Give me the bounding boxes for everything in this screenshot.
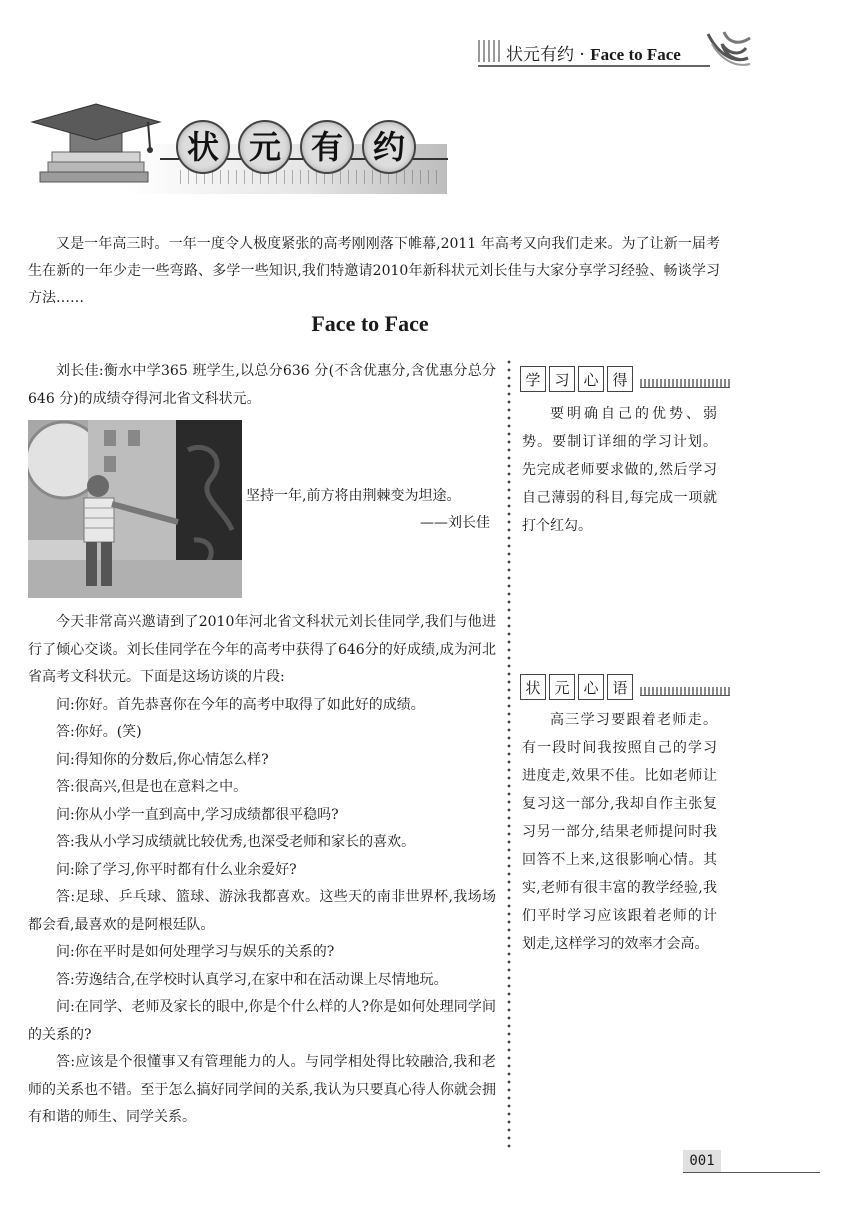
heading-char: 得 [607,366,633,392]
interview-paragraph: 答:很高兴,但是也在意料之中。 [56,779,248,795]
heading-char: 学 [520,366,546,392]
quote-text: 坚持一年,前方将由荆棘变为坦途。 [246,488,461,504]
profile-paragraph: 刘长佳:衡水中学365 班学生,以总分636 分(不含优惠分,含优惠分总分646 分)的成绩夺得河北省文科状元。 [28,363,496,407]
sidebar-heading-study-tips [520,366,730,392]
banner-title [176,120,416,174]
header-title-cn: 状元有约 [506,45,574,65]
heading-char: 心 [578,366,604,392]
interview-paragraph: 问:你好。首先恭喜你在今年的高考中取得了如此好的成绩。 [56,696,425,713]
header-rule [478,65,710,67]
interview-paragraph: 今天非常高兴邀请到了2010年河北省文科状元刘长佳同学,我们与他进行了倾心交谈。刘长佳同学在今年的高考中获得了646分的好成绩,成为河北省高考文科状元。下面是这场访谈的片段: [28,614,496,685]
heading-underline [640,379,730,388]
intro-paragraph: 又是一年高三时。一年一度令人极度紧张的高考刚刚落下帷幕,2011 年高考又向我们走来。为了让新一届考生在新的一年少走一些弯路、多学一些知识,我们特邀请2010年新科状元刘长佳与大家分享学习经验、畅谈学习方法…… [28,236,720,306]
running-header [478,36,763,68]
banner-char: 元 [238,120,292,174]
section-banner [30,100,450,200]
sidebar-heading-champion-words [520,674,730,700]
interview-paragraph: 问:你从小学一直到高中,学习成绩都很平稳吗? [56,806,339,823]
quote-author: ——刘长佳 [420,515,490,531]
student-photo [28,420,242,598]
interview-paragraph: 答:应该是个很懂事又有管理能力的人。与同学相处得比较融洽,我和老师的关系也不错。至于怎么搞好同学间的关系,我认为只要真心待人你就会拥有和谐的师生、同学关系。 [28,1054,496,1125]
heading-char: 心 [578,674,604,700]
sidebar-text-champion-words: 高三学习要跟着老师走。有一段时间我按照自己的学习进度走,效果不佳。比如老师让复习这一部分,我却自作主张复习另一部分,结果老师提问时我回答不上来,这很影响心情。其实,老师有很丰富的教学经验,我们平时学习应该跟着老师的计划走,这样学习的效率才会高。 [522,712,717,952]
banner-char: 状 [176,120,230,174]
heading-char: 元 [549,674,575,700]
heading-char: 状 [520,674,546,700]
heading-char: 语 [607,674,633,700]
page-number: 001 [683,1150,721,1172]
column-divider [507,358,511,1148]
interview-paragraph: 答:足球、乒乓球、篮球、游泳我都喜欢。这些天的南非世界杯,我场场都会看,最喜欢的是阿根廷队。 [28,889,496,933]
interview-paragraph: 答:我从小学习成绩就比较优秀,也深受老师和家长的喜欢。 [56,834,416,850]
heading-char: 习 [549,366,575,392]
interview-paragraph: 答:你好。(笑) [56,724,142,740]
profile-block [28,358,496,413]
interview-body [28,609,496,1132]
banner-char: 有 [300,120,354,174]
interview-paragraph: 问:在同学、老师及家长的眼中,你是个什么样的人?你是如何处理同学间的关系的? [28,999,496,1043]
interview-paragraph: 问:你在平时是如何处理学习与娱乐的关系的? [56,944,335,960]
sidebar-text-study-tips: 要明确自己的优势、弱势。要制订详细的学习计划。先完成老师要求做的,然后学习自己薄弱的科目,每完成一项就打个红勾。 [522,406,717,534]
header-separator: · [579,45,585,65]
running-header-title [506,40,681,65]
graduation-cap-icon [30,100,165,190]
interview-paragraph: 答:劳逸结合,在学校时认真学习,在家中和在活动课上尽情地玩。 [56,971,448,988]
header-title-en: Face to Face [590,45,681,64]
header-stripes [478,40,500,62]
section-title: Face to Face [311,311,429,336]
heading-underline [640,687,730,696]
page-number-block [683,1148,820,1174]
quote-block [246,483,496,537]
swirl-logo-icon [704,28,754,70]
banner-char: 约 [362,120,416,174]
interview-paragraph: 问:得知你的分数后,你心情怎么样? [56,751,269,768]
page-number-rule [683,1172,820,1173]
interview-paragraph: 问:除了学习,你平时都有什么业余爱好? [56,861,297,878]
